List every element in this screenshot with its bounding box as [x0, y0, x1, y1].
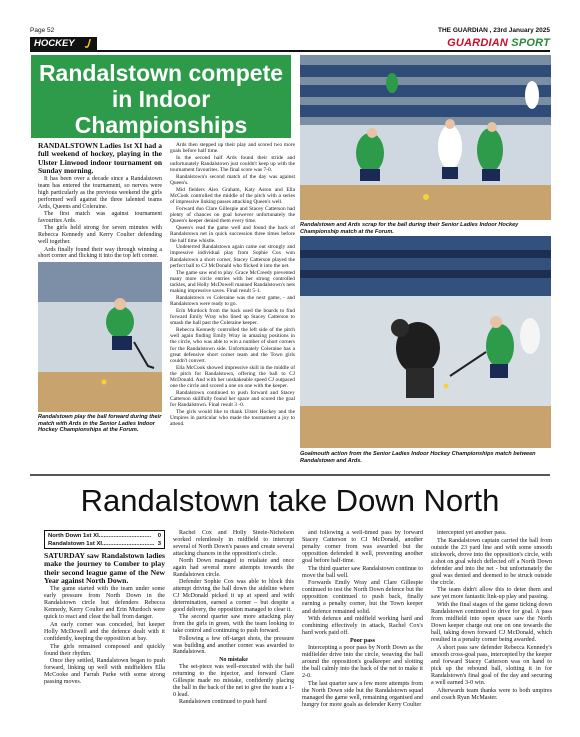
photo-goalmouth-image [300, 236, 551, 448]
article2-column-2 [173, 530, 294, 712]
paragraph: Forward duo Clare Gillespie and Stacey Catterson had plenty of chances on goal however unfortunately the Queen's keeper denied them every time. [170, 206, 295, 225]
paragraph: Defender Sophie Cox was able to block this attempt driving the ball down the sideline where CJ McDonald picked it up at speed and with determination, earned a corner – but despite a good delivery, the opposition managed to clear it. [173, 579, 294, 613]
paragraph: The game saw end to play. Grace McCreedy prevented many more circle entries with her strong controlled tackles, and Holly McDowell manned Randalstown's nets making impressive saves. Final result 5-1. [170, 269, 295, 295]
paragraph: Poor pass [349, 637, 376, 644]
score-team-home: North Down 1st XI [48, 533, 99, 539]
paragraph: Queen's read the game well and found the back of Randalstown net in quick succession three times before the half time whistle. [170, 225, 295, 244]
score-dots-home: ................................ [98, 533, 152, 539]
caption-left-photo: Randalstown play the ball forward during their match with Ards in the Senior Ladies Indoor Hockey Championships at the Forum. [38, 414, 162, 434]
paragraph: and following a well-timed pass by forward Stacey Catterson to CJ McDonald, another penalty corner from was awarded but the opposition defended it well, preventing another goal before half-time. [302, 530, 423, 565]
paragraph: Randalstown continued to push hard [179, 699, 267, 706]
photo-play-forward [38, 262, 162, 412]
photo-play-forward-image [38, 262, 162, 412]
paragraph: The Randalstown captain carried the ball from outside the 23 yard line and with some smooth stickwork, drove into the opposition's circle, with a shot on goal which deflected off a North Down defender and into the net - but unfortunately the goal was denied and deemed to be struck outside the circle. [431, 537, 552, 586]
article2-headline: Randalstown take Down North [80, 483, 500, 518]
paragraph: With the final stages of the game ticking down Randalstown continued to drive for goal. A pass from midfield into open space saw the North Down keeper charge out one on one towards the ball, taking down forward CJ McDonald, which resulted in a penalty corner being awarded. [431, 601, 552, 644]
section-divider [30, 474, 550, 476]
paragraph: It has been over a decade since a Randalstown team has entered the tournament, so nerves were high particularly as the previous weekend the girls performed well against the three talented teams Ards, Queens and Coleraine. [38, 176, 162, 210]
photo-ards-scrap [300, 55, 551, 220]
article2-column-4 [431, 530, 552, 712]
paragraph: The game started with the team under some early pressure from North Down in the Randalstown circle but defenders Rebecca Kennedy, Kerry Coulter and Erin Murdoch were quick to react and clear the ball from danger. [44, 586, 165, 621]
score-dots-away: ................................ [102, 541, 155, 547]
brand-left: GUARDIAN [447, 37, 509, 49]
paragraph: The last quarter saw a few more attempts from the North Down side but the Randalstown squad managed the game well, remaining organised and hungry for more goals as defender Kerry Coulter [302, 680, 423, 709]
paragraph: An early corner was conceded, but keeper Holly McDowell and the defence dealt with it confidently, keeping the opposition at bay. [44, 621, 165, 643]
paragraph: The team didn't allow this to deter them and saw yet more fantastic link-up play and passing. [431, 587, 552, 601]
paragraph: Following a few off-target shots, the pressure was building and another corner was awarded to Randalstown. [173, 635, 294, 656]
paragraph: The first match was against tournament favourites Ards. [38, 211, 162, 224]
paragraph: Randalstown vs Coleraine was the next game, - and Randalstown were ready to go. [170, 294, 295, 308]
paragraph: intercepted yet another pass. [437, 530, 507, 536]
paragraph: Rachel Cox and Holly Steele-Nicholson worked relentlessly in midfield to intercept several of North Down's passes and create several attacking chances in the opposition's circle. [173, 530, 294, 557]
paragraph: Ella McCook showed impressive skill in the middle of the pitch for Randalstown, offering the ball to CJ McDonald. And with her unshakeable speed CJ outpaced one the circle and scored a one on one with the keeper. [170, 364, 295, 390]
paragraph: Forwards Emily Wray and Clare Gillespie continued to test the North Down defence but the opposition continued to push back, finally earning a penalty corner, but the Town keeper and defence remained solid. [302, 580, 423, 615]
article1-column-1 [38, 142, 162, 260]
paragraph: The set-piece was well-executed with the ball returning to the injector, and forward Clare Gillespie made no mistake, confidently placing the ball in the back of the net to give the team a 1-0 lead. [173, 664, 294, 698]
paragraph: North Down managed to retaliate and once again had several more attempts towards the Randalstown circle. [173, 558, 294, 578]
paragraph: In the second half Ards found their stride and unfortunately Randalstown just couldn't keep up with the tournament favourites. The final score was 7-0. [170, 154, 295, 174]
page-number: Page 52 [30, 27, 55, 34]
paragraph: Intercepting a poor pass by North Down as the midfielder drive into the circle, weaving the ball around the opposition's goalkeeper and slotting the ball calmly into the back of the net to make it 2-0. [302, 645, 423, 680]
section-tag [30, 37, 97, 50]
score-box [44, 530, 165, 549]
score-team-away: Randalstown 1st XI [48, 541, 103, 547]
page-header [30, 27, 550, 37]
paragraph: Afterwards team thanks were to both umpires and coach Ryan McMaster. [431, 687, 552, 701]
paragraph: The girls would like to thank Ulster Hockey and the Umpires in particular who made the tournament a joy to attend. [170, 409, 295, 428]
article2-column-3 [302, 530, 423, 712]
paragraph: Randalstown's second match of the day was against Queen's. [170, 174, 295, 187]
article1-headline: Randalstown compete in Indoor Championships [31, 55, 291, 138]
photo-goalmouth [300, 236, 551, 448]
score-value-home: 0 [157, 533, 161, 539]
paragraph: A short pass saw defender Rebecca Kennedy's smooth cross-goal pass, intercepted by the keeper and forward Stacey Catterson was on hand to pick up the rebound ball, slotting it in for Randalstown's final goal of the day and securing a well earned 3-0 win. [431, 644, 552, 686]
caption-top-photo: Randalstown and Ards scrap for the ball during their Senior Ladies Indoor Hockey Championship match at the Forum. [300, 222, 519, 235]
paragraph: SATURDAY saw Randalstown ladies make the journey to Comber to play their second league game of the New Year against North Down. [44, 552, 165, 585]
paragraph: Ards finally found their way through winning a short corner and flicking it into the top left corner. [38, 246, 162, 260]
paragraph: Ards then stepped up their play and scored two more goals before half time. [170, 142, 295, 155]
paragraph: Randalstown continued to push forward and Stacey Catterson skillfully found her space and scored the goal for Randalstown. Final result 3 -0. [170, 389, 295, 409]
brand-right: SPORT [511, 37, 550, 49]
header-rule [30, 50, 550, 52]
paragraph: The third quarter saw Randalstown continue to move the ball well. [302, 565, 423, 579]
article2-column-1 [44, 552, 165, 712]
paragraph: RANDALSTOWN Ladies 1st XI had a full weekend of hockey, playing in the Ulster Linwood indoor tournament on Sunday morning. [38, 142, 162, 175]
paragraph: Erin Murdock from the back used the boards to find forward Emily Wray who lined up Stacey Catterson to smash the ball past the Coleraine keeper. [170, 307, 295, 327]
paragraph: Rebecca Kennedy controlled the left side of the pitch well again finding Emily Wray in amazing positions in the circle, who was able to win a number of short corners for the Randalstown side. Unfortunately Coleraine has a great defensive short corner team and the Town girls couldn't convert. [170, 326, 295, 364]
paragraph: No mistake [219, 656, 248, 663]
paragraph: Once they settled, Randalstown began to push forward, linking up well with midfielders Ella McCooke and Farrah Parke with some strong passing moves. [44, 658, 165, 686]
section-tag-label: HOCKEY [34, 38, 75, 49]
date-line: THE GUARDIAN , 23rd January 2025 [438, 27, 550, 34]
hockey-stick-icon [84, 39, 93, 48]
article1-column-2 [170, 142, 295, 442]
caption-bottom-photo: Goalmouth action from the Senior Ladies Indoor Hockey Championships match between Randalstown and Ards. [300, 451, 536, 464]
score-value-away: 3 [157, 541, 161, 547]
score-row-away [48, 540, 161, 548]
brand-logo [447, 37, 550, 49]
paragraph: Undeterred Randalstown again came out strongly and impressive individual play from Sophie Cox won Randalstown a short corner, Stacey Catterson played the perfect ball to CJ McDonald who flicked it into the net. [170, 244, 295, 269]
paragraph: The girls remained composed and quickly found their rhythm. [44, 643, 165, 657]
photo-ards-scrap-image [300, 55, 551, 220]
score-row-home [48, 532, 161, 540]
paragraph: Mid fielders Alex Graham, Katy Aston and Ella McCook controlled the middle of the pitch with a series of impressive linking passes attacking Queen's well. [170, 186, 295, 206]
paragraph: With defence and midfield working hard and combining effectively in attack, Rachel Cox's hard work paid off. [302, 616, 423, 637]
paragraph: The second quarter saw more attacking play from the girls in green, with the team looking to take control and continuing to push forward. [173, 614, 294, 635]
paragraph: The girls held strong for seven minutes with Rebecca Kennedy and Kerry Coulter defending well together. [38, 225, 162, 246]
